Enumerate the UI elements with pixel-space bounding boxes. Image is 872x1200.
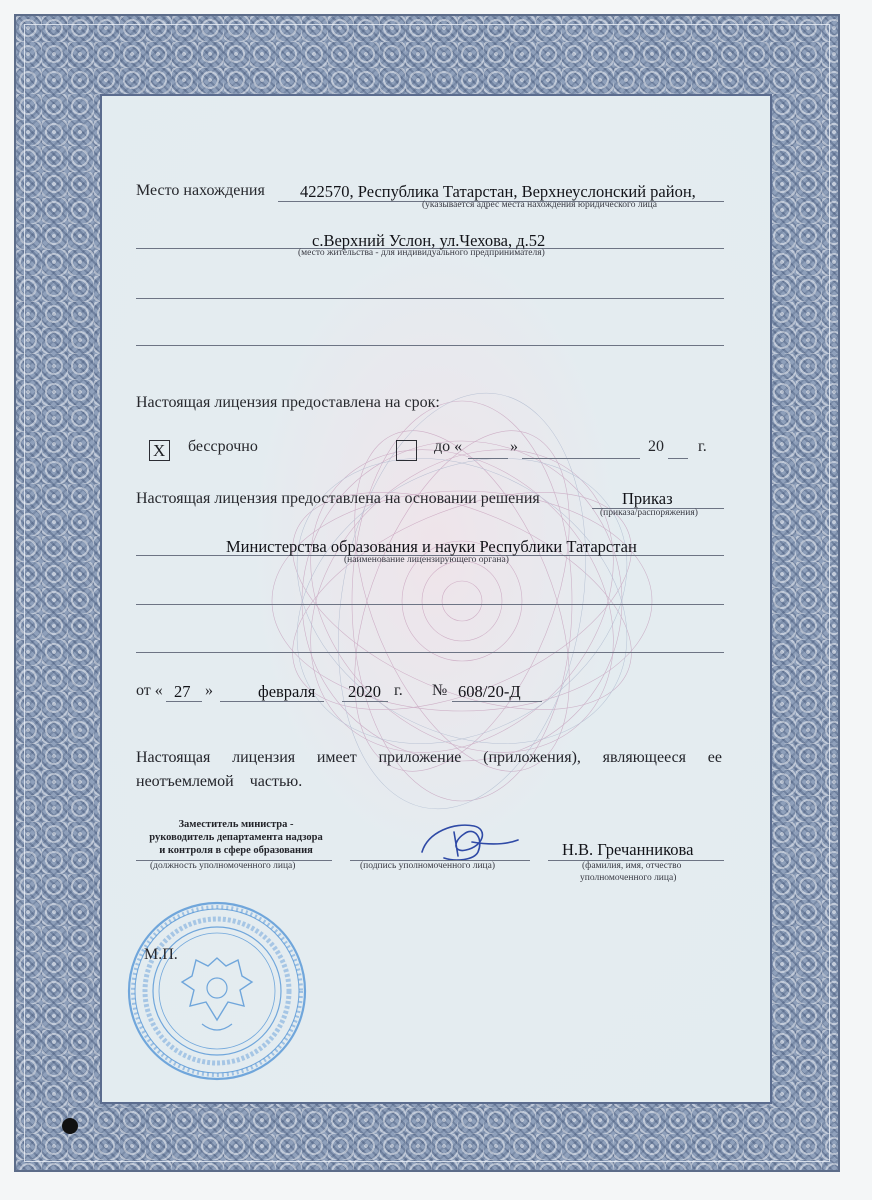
appendix-line-1 <box>136 746 722 770</box>
order-number: 608/20-Д <box>458 682 521 701</box>
official-position <box>136 818 336 857</box>
hint-name-line-2: уполномоченного лица) <box>580 873 677 883</box>
appendix-word: ее <box>707 749 722 766</box>
date-year: 2020 <box>348 682 381 701</box>
blank-line-2 <box>136 345 724 346</box>
appendix-word: являющееся <box>602 749 687 766</box>
official-seal-stamp <box>122 896 312 1086</box>
basis-value: Приказ <box>622 489 673 508</box>
address-line1: 422570, Республика Татарстан, Верхнеуслонский район, <box>300 182 696 201</box>
until-prefix: до « <box>434 438 463 455</box>
indefinite-label: бессрочно <box>188 438 258 455</box>
appendix-paragraph <box>136 746 722 794</box>
license-page <box>100 94 772 1104</box>
stamp-label: М.П. <box>144 946 178 963</box>
official-name: Н.В. Гречанникова <box>562 840 694 859</box>
date-day: 27 <box>174 682 191 701</box>
date-month: февраля <box>258 682 316 701</box>
hint-position: (должность уполномоченного лица) <box>150 861 296 871</box>
hint-signature: (подпись уполномоченного лица) <box>360 861 496 871</box>
appendix-word: (приложения), <box>483 749 581 766</box>
hint-residence: (место жительства - для индивидуального предпринимателя) <box>298 248 545 258</box>
until-year-underline <box>668 458 688 459</box>
appendix-word: приложение <box>378 749 462 766</box>
date-close-quote: » <box>205 682 213 699</box>
until-year-prefix: 20 <box>648 438 664 455</box>
appendix-word: частью. <box>249 773 303 790</box>
checkbox-indefinite-mark: Х <box>153 441 166 460</box>
term-label: Настоящая лицензия предоставлена на срок: <box>136 394 440 411</box>
until-day-underline <box>468 458 508 459</box>
appendix-line-2 <box>136 770 722 794</box>
number-sign: № <box>432 682 448 699</box>
issuer-value: Министерства образования и науки Республики Татарстан <box>226 537 637 556</box>
until-month-underline <box>522 458 640 459</box>
blank-line-1 <box>136 298 724 299</box>
until-year-suffix: г. <box>698 438 707 455</box>
blank-line-3 <box>136 604 724 605</box>
location-label: Место нахождения <box>136 182 265 199</box>
appendix-word: имеет <box>316 749 357 766</box>
address-line2: с.Верхний Услон, ул.Чехова, д.52 <box>312 231 546 250</box>
date-from-label: от « <box>136 682 163 699</box>
official-position-line-3: и контроля в сфере образования <box>159 845 313 856</box>
appendix-word: неотъемлемой <box>136 773 234 790</box>
appendix-word: лицензия <box>232 749 296 766</box>
hint-issuer: (наименование лицензирующего органа) <box>344 555 509 565</box>
checkbox-until <box>396 440 417 461</box>
blank-line-4 <box>136 652 724 653</box>
hint-order: (приказа/распоряжения) <box>600 508 698 518</box>
hint-name-line-1: (фамилия, имя, отчество <box>582 861 682 871</box>
official-position-line-2: руководитель департамента надзора <box>149 832 323 843</box>
official-position-line-1: Заместитель министра - <box>178 819 294 830</box>
until-quote-close: » <box>510 438 518 455</box>
basis-label: Настоящая лицензия предоставлена на основании решения <box>136 490 540 507</box>
hint-address: (указывается адрес места нахождения юридического лица <box>422 200 657 210</box>
appendix-word: Настоящая <box>136 749 211 766</box>
binder-hole <box>62 1118 78 1134</box>
date-year-suffix: г. <box>394 682 403 699</box>
